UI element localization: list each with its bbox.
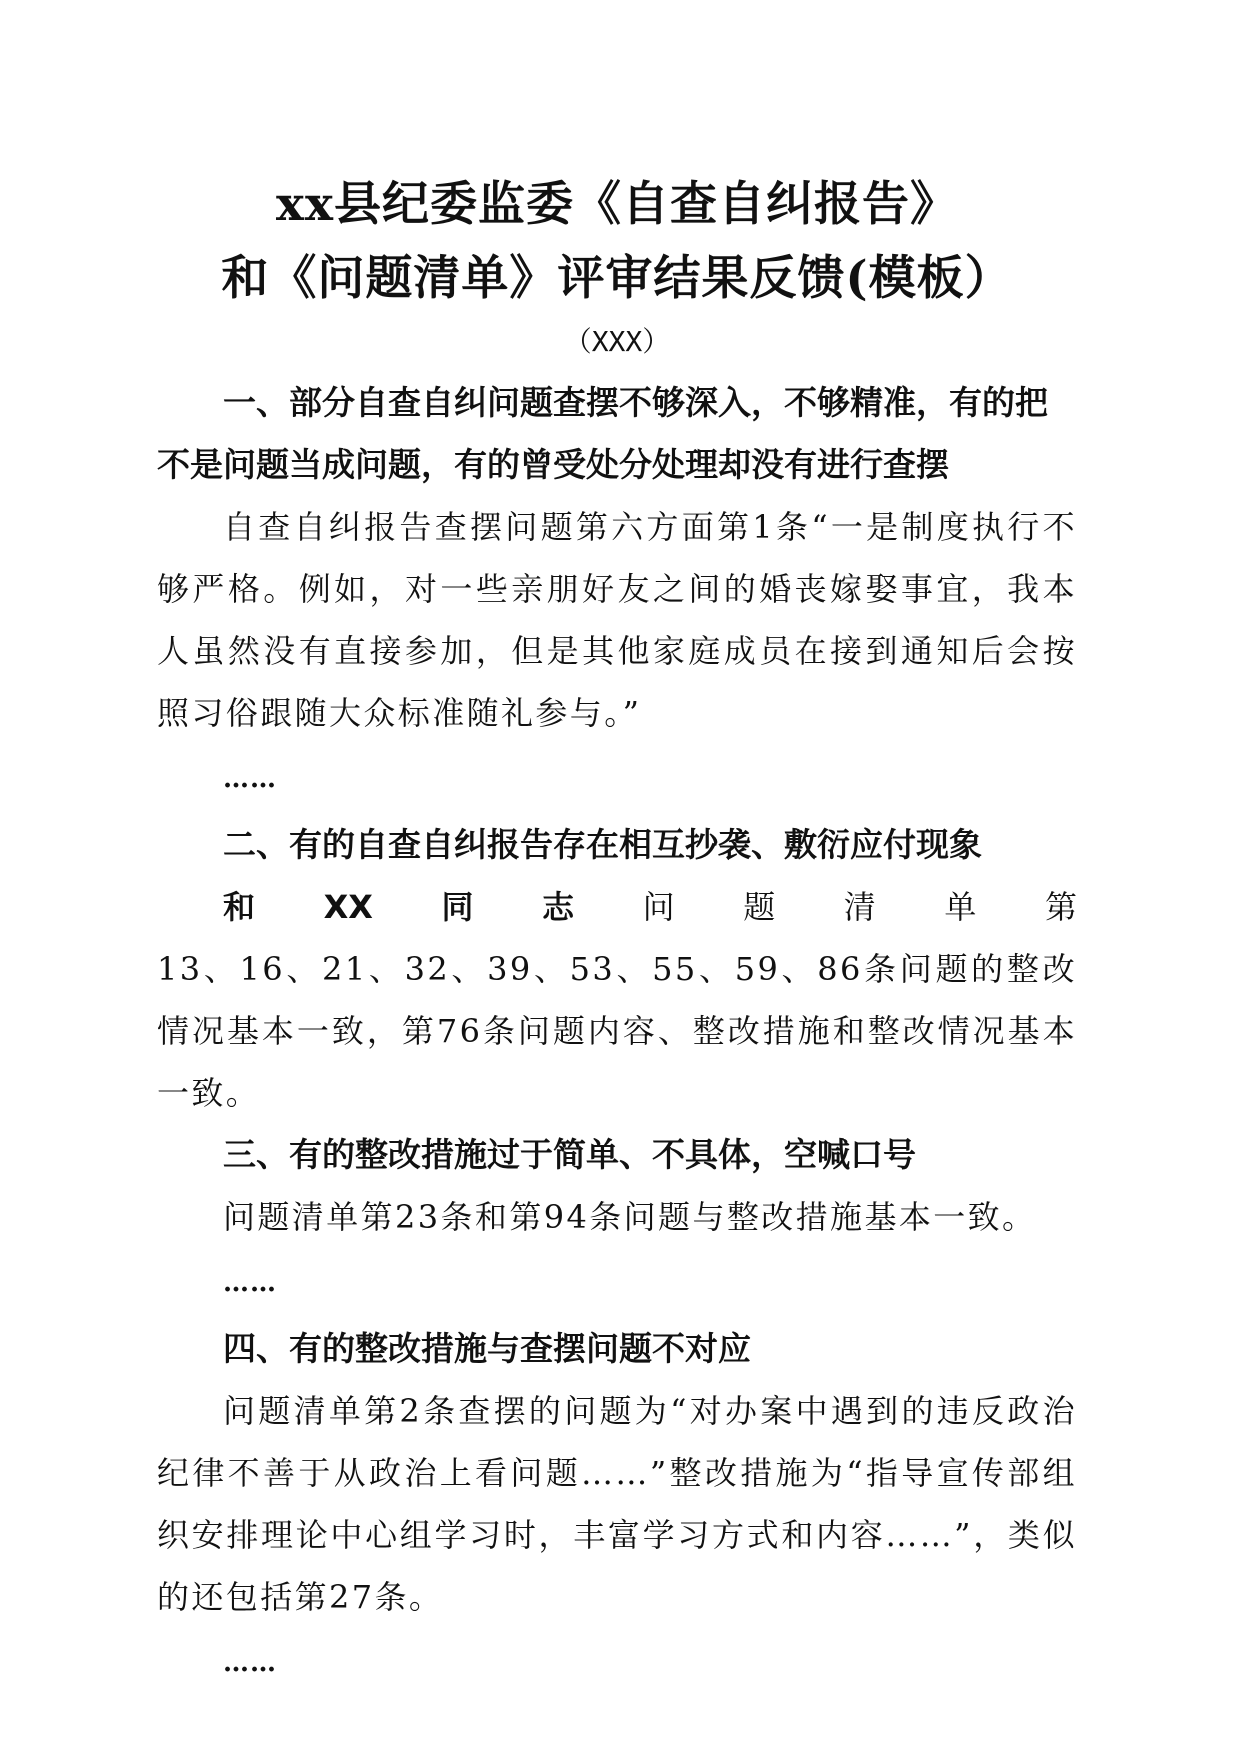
lead-word-zhi: 志 <box>542 888 575 926</box>
section-3-ellipsis: …… <box>223 1268 277 1298</box>
section-4-paragraph: 问题清单第2条查摆的问题为“对办案中遇到的违反政治纪律不善于从政治上看问题……”整改措施为“指导宣传部组织安排理论中心组学习时，丰富学习方式和内容……”，类似的还包括第27条。 <box>157 1392 1077 1616</box>
section-2-heading: 二、有的自查自纠报告存在相互抄袭、敷衍应付现象 <box>223 825 982 864</box>
section-4-heading: 四、有的整改措施与查摆问题不对应 <box>223 1329 751 1368</box>
document-subtitle: （XXX） <box>563 325 671 358</box>
section-1-ellipsis: …… <box>223 764 277 794</box>
section-2-lead-line <box>157 876 1077 938</box>
lead-word-tong: 同 <box>441 888 474 926</box>
section-1-heading: 一、部分自查自纠问题查摆不够深入，不够精准，有的把不是问题当成问题，有的曾受处分处理却没有进行查摆 <box>157 383 1048 484</box>
section-3-paragraph: 问题清单第23条和第94条问题与整改措施基本一致。 <box>223 1198 1037 1236</box>
title-line-1: xx县纪委监委《自查自纠报告》 <box>275 177 959 232</box>
section-4-ellipsis: …… <box>223 1648 277 1678</box>
section-3-heading: 三、有的整改措施过于简单、不具体，空喊口号 <box>223 1135 916 1174</box>
lead-word-di: 第 <box>1044 888 1077 926</box>
section-1-paragraph: 自查自纠报告查摆问题第六方面第1条“一是制度执行不够严格。例如，对一些亲朋好友之间的婚丧嫁娶事宜，我本人虽然没有直接参加，但是其他家庭成员在接到通知后会按照习俗跟随大众标准随礼参与。” <box>157 508 1077 732</box>
document-page <box>157 168 1077 1698</box>
lead-word-xx: XX <box>323 888 373 926</box>
lead-word-wen: 问 <box>642 888 675 926</box>
document-title <box>157 168 1077 316</box>
title-line-2: 和《问题清单》评审结果反馈(模板） <box>221 251 1013 306</box>
lead-word-he: 和 <box>223 888 256 926</box>
lead-word-qing: 清 <box>843 888 876 926</box>
lead-word-ti: 题 <box>743 888 776 926</box>
lead-word-dan: 单 <box>944 888 977 926</box>
section-2-paragraph: 13、16、21、32、39、53、55、59、86条问题的整改情况基本一致，第76条问题内容、整改措施和整改情况基本一致。 <box>157 950 1077 1112</box>
